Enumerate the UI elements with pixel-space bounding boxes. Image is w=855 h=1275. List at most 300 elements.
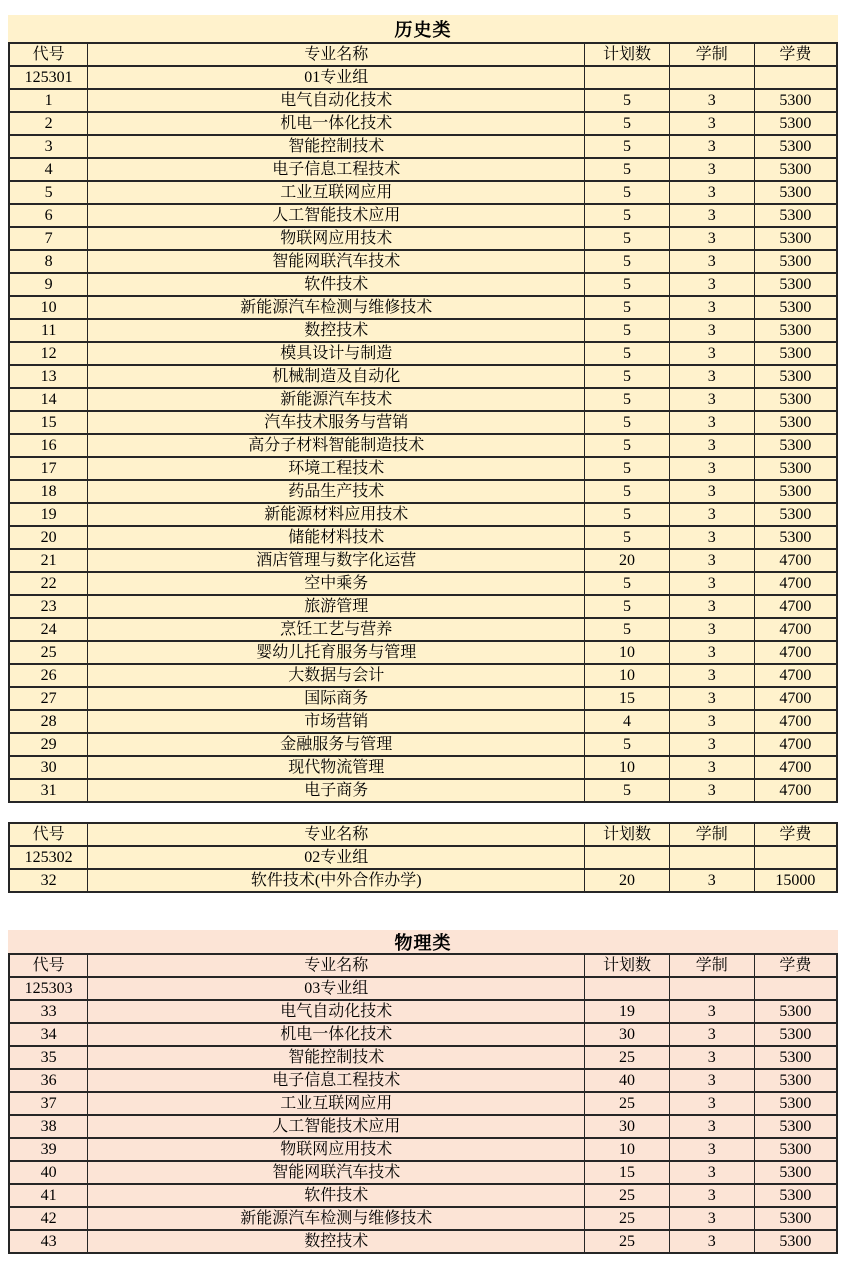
plan-count-cell <box>585 977 670 1000</box>
code-cell: 19 <box>9 503 88 526</box>
major-row <box>9 710 837 733</box>
column-header-code-cell: 代号 <box>9 954 88 977</box>
major-name-cell: 电气自动化技术 <box>88 1000 585 1023</box>
code-cell: 35 <box>9 1046 88 1069</box>
major-row <box>9 733 837 756</box>
code-cell: 125303 <box>9 977 88 1000</box>
tuition-cell: 5300 <box>754 1184 837 1207</box>
duration-cell: 3 <box>669 572 754 595</box>
tuition-cell: 4700 <box>754 549 837 572</box>
major-row <box>9 756 837 779</box>
major-name-cell: 02专业组 <box>88 846 585 869</box>
tuition-cell: 5300 <box>754 181 837 204</box>
tuition-cell: 5300 <box>754 319 837 342</box>
major-name-cell: 旅游管理 <box>88 595 585 618</box>
column-header-plan-count-cell: 计划数 <box>585 823 670 846</box>
tuition-cell: 5300 <box>754 457 837 480</box>
code-cell: 20 <box>9 526 88 549</box>
table-gap <box>8 803 838 822</box>
major-name-cell: 酒店管理与数字化运营 <box>88 549 585 572</box>
tuition-cell: 5300 <box>754 227 837 250</box>
plan-count-cell: 5 <box>585 733 670 756</box>
column-header-plan-count-cell: 计划数 <box>585 43 670 66</box>
code-cell: 25 <box>9 641 88 664</box>
major-name-cell: 电子商务 <box>88 779 585 802</box>
major-row <box>9 1138 837 1161</box>
code-cell: 37 <box>9 1092 88 1115</box>
major-row <box>9 273 837 296</box>
major-row <box>9 664 837 687</box>
major-row <box>9 204 837 227</box>
major-row <box>9 135 837 158</box>
tuition-cell: 5300 <box>754 1069 837 1092</box>
code-cell: 30 <box>9 756 88 779</box>
code-cell: 28 <box>9 710 88 733</box>
major-name-cell: 储能材料技术 <box>88 526 585 549</box>
major-row <box>9 1092 837 1115</box>
major-name-cell: 环境工程技术 <box>88 457 585 480</box>
major-name-cell: 工业互联网应用 <box>88 181 585 204</box>
code-cell: 4 <box>9 158 88 181</box>
column-header-tuition-cell: 学费 <box>754 954 837 977</box>
major-name-cell: 新能源汽车检测与维修技术 <box>88 1207 585 1230</box>
major-name-cell: 婴幼儿托育服务与管理 <box>88 641 585 664</box>
code-cell: 36 <box>9 1069 88 1092</box>
tuition-cell: 5300 <box>754 526 837 549</box>
duration-cell: 3 <box>669 779 754 802</box>
history-group-02-table <box>8 822 838 893</box>
column-header-major-name-cell: 专业名称 <box>88 954 585 977</box>
major-row <box>9 342 837 365</box>
section-title-history: 历史类 <box>8 15 838 42</box>
major-row <box>9 89 837 112</box>
major-row <box>9 227 837 250</box>
plan-count-cell: 30 <box>585 1115 670 1138</box>
code-cell: 125301 <box>9 66 88 89</box>
duration-cell: 3 <box>669 319 754 342</box>
duration-cell: 3 <box>669 388 754 411</box>
column-header-plan-count-cell: 计划数 <box>585 954 670 977</box>
plan-count-cell <box>585 66 670 89</box>
code-cell: 26 <box>9 664 88 687</box>
duration-cell: 3 <box>669 250 754 273</box>
duration-cell: 3 <box>669 1115 754 1138</box>
plan-count-cell: 5 <box>585 411 670 434</box>
duration-cell: 3 <box>669 869 754 892</box>
group-row <box>9 66 837 89</box>
major-row <box>9 549 837 572</box>
code-cell: 32 <box>9 869 88 892</box>
plan-count-cell: 25 <box>585 1184 670 1207</box>
major-row <box>9 869 837 892</box>
major-row <box>9 1115 837 1138</box>
tuition-cell: 5300 <box>754 1161 837 1184</box>
tuition-cell: 5300 <box>754 1092 837 1115</box>
major-row <box>9 1069 837 1092</box>
major-name-cell: 人工智能技术应用 <box>88 1115 585 1138</box>
code-cell: 15 <box>9 411 88 434</box>
code-cell: 3 <box>9 135 88 158</box>
major-name-cell: 人工智能技术应用 <box>88 204 585 227</box>
major-row <box>9 480 837 503</box>
plan-count-cell: 30 <box>585 1023 670 1046</box>
column-header-code-cell: 代号 <box>9 823 88 846</box>
major-name-cell: 国际商务 <box>88 687 585 710</box>
plan-count-cell: 25 <box>585 1207 670 1230</box>
duration-cell: 3 <box>669 1000 754 1023</box>
group-row <box>9 846 837 869</box>
plan-count-cell: 5 <box>585 365 670 388</box>
code-cell: 16 <box>9 434 88 457</box>
plan-count-cell: 10 <box>585 641 670 664</box>
major-row <box>9 1000 837 1023</box>
major-name-cell: 软件技术 <box>88 273 585 296</box>
code-cell: 41 <box>9 1184 88 1207</box>
plan-count-cell: 10 <box>585 664 670 687</box>
code-cell: 125302 <box>9 846 88 869</box>
tuition-cell: 5300 <box>754 1023 837 1046</box>
tuition-cell: 5300 <box>754 158 837 181</box>
plan-count-cell: 5 <box>585 342 670 365</box>
duration-cell: 3 <box>669 710 754 733</box>
code-cell: 11 <box>9 319 88 342</box>
duration-cell: 3 <box>669 1092 754 1115</box>
duration-cell: 3 <box>669 227 754 250</box>
tuition-cell: 5300 <box>754 1207 837 1230</box>
tuition-cell: 5300 <box>754 1046 837 1069</box>
code-cell: 12 <box>9 342 88 365</box>
duration-cell: 3 <box>669 641 754 664</box>
code-cell: 24 <box>9 618 88 641</box>
column-header-duration-cell: 学制 <box>669 823 754 846</box>
duration-cell: 3 <box>669 595 754 618</box>
tuition-cell: 5300 <box>754 1000 837 1023</box>
major-row <box>9 296 837 319</box>
duration-cell <box>669 977 754 1000</box>
plan-count-cell: 5 <box>585 135 670 158</box>
major-row <box>9 434 837 457</box>
duration-cell: 3 <box>669 526 754 549</box>
major-name-cell: 电子信息工程技术 <box>88 158 585 181</box>
code-cell: 33 <box>9 1000 88 1023</box>
plan-count-cell: 5 <box>585 595 670 618</box>
tuition-cell: 4700 <box>754 687 837 710</box>
major-name-cell: 新能源汽车检测与维修技术 <box>88 296 585 319</box>
code-cell: 27 <box>9 687 88 710</box>
section-title-physics: 物理类 <box>8 930 838 953</box>
header-row <box>9 43 837 66</box>
major-row <box>9 388 837 411</box>
column-header-major-name-cell: 专业名称 <box>88 43 585 66</box>
plan-count-cell: 5 <box>585 158 670 181</box>
plan-count-cell: 5 <box>585 250 670 273</box>
code-cell: 6 <box>9 204 88 227</box>
plan-count-cell: 20 <box>585 549 670 572</box>
major-row <box>9 457 837 480</box>
plan-count-cell: 5 <box>585 388 670 411</box>
duration-cell: 3 <box>669 204 754 227</box>
duration-cell <box>669 846 754 869</box>
tuition-cell: 5300 <box>754 365 837 388</box>
major-name-cell: 软件技术(中外合作办学) <box>88 869 585 892</box>
major-name-cell: 机电一体化技术 <box>88 1023 585 1046</box>
major-name-cell: 新能源材料应用技术 <box>88 503 585 526</box>
duration-cell: 3 <box>669 549 754 572</box>
major-name-cell: 数控技术 <box>88 319 585 342</box>
column-header-code-cell: 代号 <box>9 43 88 66</box>
tuition-cell: 4700 <box>754 733 837 756</box>
code-cell: 22 <box>9 572 88 595</box>
plan-count-cell: 5 <box>585 457 670 480</box>
major-name-cell: 03专业组 <box>88 977 585 1000</box>
plan-count-cell: 10 <box>585 1138 670 1161</box>
duration-cell: 3 <box>669 687 754 710</box>
tuition-cell <box>754 66 837 89</box>
tuition-cell: 5300 <box>754 480 837 503</box>
code-cell: 14 <box>9 388 88 411</box>
tuition-cell: 5300 <box>754 503 837 526</box>
tuition-cell: 5300 <box>754 89 837 112</box>
code-cell: 21 <box>9 549 88 572</box>
major-row <box>9 319 837 342</box>
tuition-cell: 4700 <box>754 641 837 664</box>
tuition-cell: 5300 <box>754 411 837 434</box>
tuition-cell: 5300 <box>754 204 837 227</box>
plan-count-cell: 15 <box>585 687 670 710</box>
plan-count-cell: 5 <box>585 434 670 457</box>
major-name-cell: 现代物流管理 <box>88 756 585 779</box>
plan-count-cell: 5 <box>585 112 670 135</box>
column-header-duration-cell: 学制 <box>669 43 754 66</box>
major-row <box>9 618 837 641</box>
column-header-duration-cell: 学制 <box>669 954 754 977</box>
tuition-cell: 5300 <box>754 342 837 365</box>
duration-cell: 3 <box>669 411 754 434</box>
major-name-cell: 软件技术 <box>88 1184 585 1207</box>
tuition-cell <box>754 846 837 869</box>
major-name-cell: 电子信息工程技术 <box>88 1069 585 1092</box>
duration-cell: 3 <box>669 457 754 480</box>
tuition-cell: 15000 <box>754 869 837 892</box>
plan-count-cell: 25 <box>585 1092 670 1115</box>
tuition-cell: 5300 <box>754 1115 837 1138</box>
major-row <box>9 503 837 526</box>
duration-cell: 3 <box>669 89 754 112</box>
duration-cell: 3 <box>669 342 754 365</box>
plan-count-cell: 5 <box>585 618 670 641</box>
tuition-cell: 4700 <box>754 779 837 802</box>
duration-cell: 3 <box>669 112 754 135</box>
major-row <box>9 250 837 273</box>
major-row <box>9 112 837 135</box>
plan-count-cell: 5 <box>585 204 670 227</box>
major-name-cell: 汽车技术服务与营销 <box>88 411 585 434</box>
duration-cell: 3 <box>669 135 754 158</box>
duration-cell: 3 <box>669 618 754 641</box>
major-row <box>9 572 837 595</box>
code-cell: 13 <box>9 365 88 388</box>
code-cell: 5 <box>9 181 88 204</box>
code-cell: 31 <box>9 779 88 802</box>
duration-cell: 3 <box>669 1207 754 1230</box>
code-cell: 9 <box>9 273 88 296</box>
duration-cell: 3 <box>669 181 754 204</box>
major-row <box>9 1023 837 1046</box>
tuition-cell: 5300 <box>754 1138 837 1161</box>
header-row <box>9 954 837 977</box>
major-name-cell: 01专业组 <box>88 66 585 89</box>
tuition-cell: 4700 <box>754 664 837 687</box>
major-row <box>9 365 837 388</box>
duration-cell: 3 <box>669 158 754 181</box>
tuition-cell: 5300 <box>754 273 837 296</box>
duration-cell: 3 <box>669 1023 754 1046</box>
plan-count-cell: 5 <box>585 779 670 802</box>
major-name-cell: 烹饪工艺与营养 <box>88 618 585 641</box>
code-cell: 10 <box>9 296 88 319</box>
major-row <box>9 687 837 710</box>
tuition-cell: 5300 <box>754 296 837 319</box>
major-name-cell: 金融服务与管理 <box>88 733 585 756</box>
major-name-cell: 物联网应用技术 <box>88 1138 585 1161</box>
duration-cell: 3 <box>669 1230 754 1253</box>
plan-count-cell: 5 <box>585 572 670 595</box>
duration-cell: 3 <box>669 1184 754 1207</box>
duration-cell: 3 <box>669 480 754 503</box>
code-cell: 29 <box>9 733 88 756</box>
major-name-cell: 数控技术 <box>88 1230 585 1253</box>
major-row <box>9 641 837 664</box>
code-cell: 1 <box>9 89 88 112</box>
plan-count-cell: 5 <box>585 319 670 342</box>
code-cell: 17 <box>9 457 88 480</box>
tuition-cell: 4700 <box>754 572 837 595</box>
duration-cell: 3 <box>669 503 754 526</box>
major-row <box>9 181 837 204</box>
tuition-cell: 5300 <box>754 250 837 273</box>
major-row <box>9 158 837 181</box>
duration-cell: 3 <box>669 756 754 779</box>
major-name-cell: 机电一体化技术 <box>88 112 585 135</box>
duration-cell: 3 <box>669 273 754 296</box>
plan-count-cell: 5 <box>585 296 670 319</box>
major-row <box>9 1046 837 1069</box>
group-row <box>9 977 837 1000</box>
code-cell: 18 <box>9 480 88 503</box>
major-row <box>9 526 837 549</box>
tuition-cell: 5300 <box>754 135 837 158</box>
major-name-cell: 大数据与会计 <box>88 664 585 687</box>
major-name-cell: 智能控制技术 <box>88 1046 585 1069</box>
plan-count-cell: 5 <box>585 273 670 296</box>
code-cell: 2 <box>9 112 88 135</box>
duration-cell: 3 <box>669 296 754 319</box>
major-name-cell: 机械制造及自动化 <box>88 365 585 388</box>
code-cell: 40 <box>9 1161 88 1184</box>
tuition-cell: 5300 <box>754 1230 837 1253</box>
plan-count-cell: 5 <box>585 526 670 549</box>
plan-count-cell: 5 <box>585 227 670 250</box>
code-cell: 7 <box>9 227 88 250</box>
duration-cell: 3 <box>669 1046 754 1069</box>
header-row <box>9 823 837 846</box>
plan-count-cell: 5 <box>585 89 670 112</box>
duration-cell: 3 <box>669 1138 754 1161</box>
major-row <box>9 1184 837 1207</box>
major-row <box>9 1230 837 1253</box>
tuition-cell: 4700 <box>754 756 837 779</box>
plan-count-cell: 20 <box>585 869 670 892</box>
physics-group-03-table <box>8 953 838 1254</box>
major-name-cell: 工业互联网应用 <box>88 1092 585 1115</box>
duration-cell: 3 <box>669 1069 754 1092</box>
code-cell: 42 <box>9 1207 88 1230</box>
plan-count-cell: 5 <box>585 480 670 503</box>
code-cell: 8 <box>9 250 88 273</box>
tuition-cell: 4700 <box>754 595 837 618</box>
section-gap <box>8 893 838 930</box>
history-group-01-table <box>8 42 838 803</box>
plan-count-cell: 19 <box>585 1000 670 1023</box>
major-name-cell: 智能网联汽车技术 <box>88 250 585 273</box>
major-row <box>9 411 837 434</box>
column-header-tuition-cell: 学费 <box>754 823 837 846</box>
major-name-cell: 模具设计与制造 <box>88 342 585 365</box>
duration-cell: 3 <box>669 434 754 457</box>
plan-count-cell: 4 <box>585 710 670 733</box>
plan-count-cell: 15 <box>585 1161 670 1184</box>
major-name-cell: 物联网应用技术 <box>88 227 585 250</box>
tuition-cell: 5300 <box>754 434 837 457</box>
plan-count-cell: 5 <box>585 181 670 204</box>
code-cell: 39 <box>9 1138 88 1161</box>
major-name-cell: 市场营销 <box>88 710 585 733</box>
code-cell: 43 <box>9 1230 88 1253</box>
plan-count-cell: 40 <box>585 1069 670 1092</box>
duration-cell: 3 <box>669 365 754 388</box>
tuition-cell: 4700 <box>754 618 837 641</box>
major-name-cell: 药品生产技术 <box>88 480 585 503</box>
code-cell: 34 <box>9 1023 88 1046</box>
plan-count-cell: 25 <box>585 1230 670 1253</box>
major-name-cell: 新能源汽车技术 <box>88 388 585 411</box>
tuition-cell <box>754 977 837 1000</box>
duration-cell: 3 <box>669 664 754 687</box>
major-row <box>9 1161 837 1184</box>
plan-count-cell: 10 <box>585 756 670 779</box>
plan-count-cell <box>585 846 670 869</box>
major-name-cell: 电气自动化技术 <box>88 89 585 112</box>
major-name-cell: 智能控制技术 <box>88 135 585 158</box>
major-row <box>9 595 837 618</box>
duration-cell: 3 <box>669 733 754 756</box>
code-cell: 38 <box>9 1115 88 1138</box>
plan-count-cell: 5 <box>585 503 670 526</box>
major-name-cell: 智能网联汽车技术 <box>88 1161 585 1184</box>
major-name-cell: 高分子材料智能制造技术 <box>88 434 585 457</box>
column-header-major-name-cell: 专业名称 <box>88 823 585 846</box>
tuition-cell: 5300 <box>754 388 837 411</box>
major-row <box>9 779 837 802</box>
column-header-tuition-cell: 学费 <box>754 43 837 66</box>
duration-cell: 3 <box>669 1161 754 1184</box>
code-cell: 23 <box>9 595 88 618</box>
duration-cell <box>669 66 754 89</box>
tuition-cell: 5300 <box>754 112 837 135</box>
tuition-cell: 4700 <box>754 710 837 733</box>
major-row <box>9 1207 837 1230</box>
major-name-cell: 空中乘务 <box>88 572 585 595</box>
